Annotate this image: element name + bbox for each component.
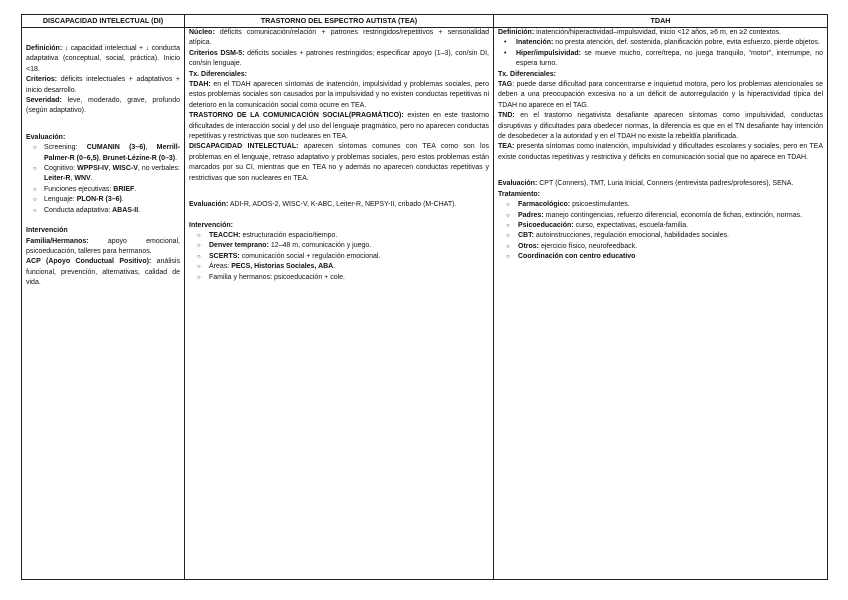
list-item: ○ Otros: ejercicio físico, neurofeedback. xyxy=(498,242,823,252)
list-item: ○ Cognitivo: WPPSI-IV, WISC-V, no verbales: Leiter-R, WNV. xyxy=(33,165,180,183)
tdah-txdif-tag: TAG: puede darse dificultad para concentrarse e inquietud motora, pero los problemas atencionales se deben a una preocupación excesiva no a un déficit de autorregulación y la hiperactividad típica del TDAH no aparece en el TAG. xyxy=(498,81,823,109)
tdah-trat-title: Tratamiento: xyxy=(498,190,541,198)
list-item: ○ Conducta adaptativa: ABAS-II. xyxy=(26,206,180,216)
circle-bullet-icon: ○ xyxy=(506,254,510,261)
comparison-table xyxy=(21,14,828,580)
content-row xyxy=(22,28,828,580)
tea-nucleo: Núcleo: déficits comunicación/relación + patrones restringidos/repetitivos + sensorialidad atípica. xyxy=(189,29,489,47)
tea-int-list xyxy=(189,231,489,283)
tea-evaluacion: Evaluación: ADI-R, ADOS-2, WISC-V, K-ABC, Leiter-R, NEPSY-II, cribado (M-CHAT). xyxy=(189,201,457,209)
di-eval-list xyxy=(26,143,180,216)
circle-bullet-icon: ○ xyxy=(506,212,510,219)
tdah-definition: Definición: inatención/hiperactividad–impulsividad, inicio <12 años, ≥6 m, en ≥2 contextos. xyxy=(498,29,781,36)
list-item: ○ Áreas: PECS, Historias Sociales, ABA. xyxy=(189,262,489,272)
tdah-symptom-list xyxy=(498,38,823,69)
circle-bullet-icon: ○ xyxy=(33,207,37,214)
di-acp: ACP (Apoyo Conductual Positivo): análisis funcional, prevención, alternativas, calidad de vida. xyxy=(26,258,180,287)
list-item: ○ Farmacológico: psicoestimulantes. xyxy=(498,200,823,210)
circle-bullet-icon: ○ xyxy=(33,166,37,173)
di-severidad: Severidad: leve, moderado, grave, profundo (según adaptativo). xyxy=(26,97,180,115)
tea-txdif-di: DISCAPACIDAD INTELECTUAL: aparecen síntomas comunes con TEA como son los problemas en el lenguaje, retraso adaptativo y problemas sociales, pero estos problemas están marcados por su CI, mientras que en TEA no y además no aparecen conductas repetitivas y restrictivas que son nucleares en TEA. xyxy=(189,143,489,182)
circle-bullet-icon: ○ xyxy=(506,222,510,229)
list-item: ○ Coordinación con centro educativo xyxy=(498,252,823,262)
tea-int-title: Intervención: xyxy=(189,221,233,229)
tea-txdif-tcs: TRASTORNO DE LA COMUNICACIÓN SOCIAL(PRAGMÁTICO): existen en este trastorno dificultades de interacción social y del uso del lenguaje pragmático, pero no aparecen conductas repetitivas y restrictivas que son nucleares en TEA. xyxy=(189,112,490,141)
di-int-title: Intervención xyxy=(26,227,68,235)
tdah-column xyxy=(494,28,828,580)
circle-bullet-icon: ○ xyxy=(197,232,201,239)
tdah-txdif-title: Tx. Diferenciales: xyxy=(498,70,556,78)
di-familia: Familia/Hermanos: apoyo emocional, psicoeducación, talleres para hermanos. xyxy=(26,237,180,255)
tea-txdif-tdah: TDAH: en el TDAH aparecen síntomas de inatención, impulsividad y problemas sociales, pero estos problemas sociales son causados por la impulsividad y no existen conductas repetitivas ni deterioro en la comunicación social como ocurre en TEA. xyxy=(189,81,489,109)
circle-bullet-icon: ○ xyxy=(33,186,37,193)
circle-bullet-icon: ○ xyxy=(197,264,201,271)
bullet-dot-icon: • xyxy=(504,39,507,47)
list-item: • Hiper/impulsividad: se mueve mucho, corre/trepa, no juega tranquilo, “motor”, interrumpe, no espera turno. xyxy=(504,49,823,68)
di-definition: Definición: ↓ capacidad intelectual + ↓ conducta adaptativa (conceptual, social, práctica). Inicio <18. xyxy=(26,45,180,73)
list-item: ○ SCERTS: comunicación social + regulación emocional. xyxy=(189,252,489,262)
list-item: ○ Screening: CUMANIN (3–6), Merrill-Palmer-R (0–6,5), Brunet-Lézine-R (0–3). xyxy=(33,144,180,162)
list-item: ○ CBT: autoinstrucciones, regulación emocional, habilidades sociales. xyxy=(498,231,823,241)
list-item: ○ Padres: manejo contingencias, refuerzo diferencial, economía de fichas, extinción, normas. xyxy=(498,211,823,221)
list-item: ○ Psicoeducación: curso, expectativas, escuela-familia. xyxy=(498,221,823,231)
circle-bullet-icon: ○ xyxy=(197,243,201,250)
bullet-dot-icon: • xyxy=(504,49,507,57)
circle-bullet-icon: ○ xyxy=(506,243,510,250)
list-item: • Inatención: no presta atención, def. sostenida, planificación pobre, evita esfuerzo, pierde objetos. xyxy=(498,38,823,48)
di-eval-title: Evaluación: xyxy=(26,133,66,141)
list-item: ○ Denver temprano: 12–48 m, comunicación y juego. xyxy=(189,241,489,251)
di-criterios: Criterios: déficits intelectuales + adaptativos + inicio desarrollo. xyxy=(26,76,180,94)
header-di: DISCAPACIDAD INTELECTUAL (DI) xyxy=(22,15,185,28)
list-item: ○ TEACCH: estructuración espacio/tiempo. xyxy=(189,231,489,241)
header-tea: TRASTORNO DEL ESPECTRO AUTISTA (TEA) xyxy=(185,15,494,28)
tea-column xyxy=(185,28,494,580)
tdah-txdif-tnd: TND: en el trastorno negativista desafiante aparecen síntomas como impulsividad, conductas disruptivas y dificultades para obedecer normas, la diferencia es que en el TN desafiante hay intención de desobedecer a la autoridad y en el TDAH no existe la rebeldía planificada. xyxy=(498,112,823,141)
circle-bullet-icon: ○ xyxy=(506,202,510,209)
tdah-evaluacion: Evaluación: CPT (Conners), TMT, Luria Inicial, Conners (entrevista padres/profesores), SENA. xyxy=(498,180,794,188)
tdah-trat-list xyxy=(498,200,823,262)
tea-dsm: Criterios DSM-5: déficits sociales + patrones restringidos; especificar apoyo (1–3), con/sin DI, con/sin lenguaje. xyxy=(189,49,489,68)
circle-bullet-icon: ○ xyxy=(33,145,37,152)
list-item: ○ Familia y hermanos: psicoeducación + cole. xyxy=(189,273,489,283)
header-row xyxy=(22,15,828,28)
list-item: ○ Funciones ejecutivas: BRIEF. xyxy=(26,185,180,195)
circle-bullet-icon: ○ xyxy=(506,233,510,240)
circle-bullet-icon: ○ xyxy=(33,197,37,204)
circle-bullet-icon: ○ xyxy=(197,274,201,281)
list-item: ○ Lenguaje: PLON-R (3–6). xyxy=(26,195,180,205)
tea-txdif-title: Tx. Diferenciales: xyxy=(189,70,247,78)
di-column xyxy=(22,28,185,580)
circle-bullet-icon: ○ xyxy=(197,253,201,260)
header-tdah: TDAH xyxy=(494,15,828,28)
tdah-txdif-tea: TEA: presenta síntomas como inatención, impulsividad y dificultades escolares y sociales, pero en TEA existe conductas repetitivas y restrictiva y déficits en comunicación social que no aparece en TDAH. xyxy=(498,143,823,161)
